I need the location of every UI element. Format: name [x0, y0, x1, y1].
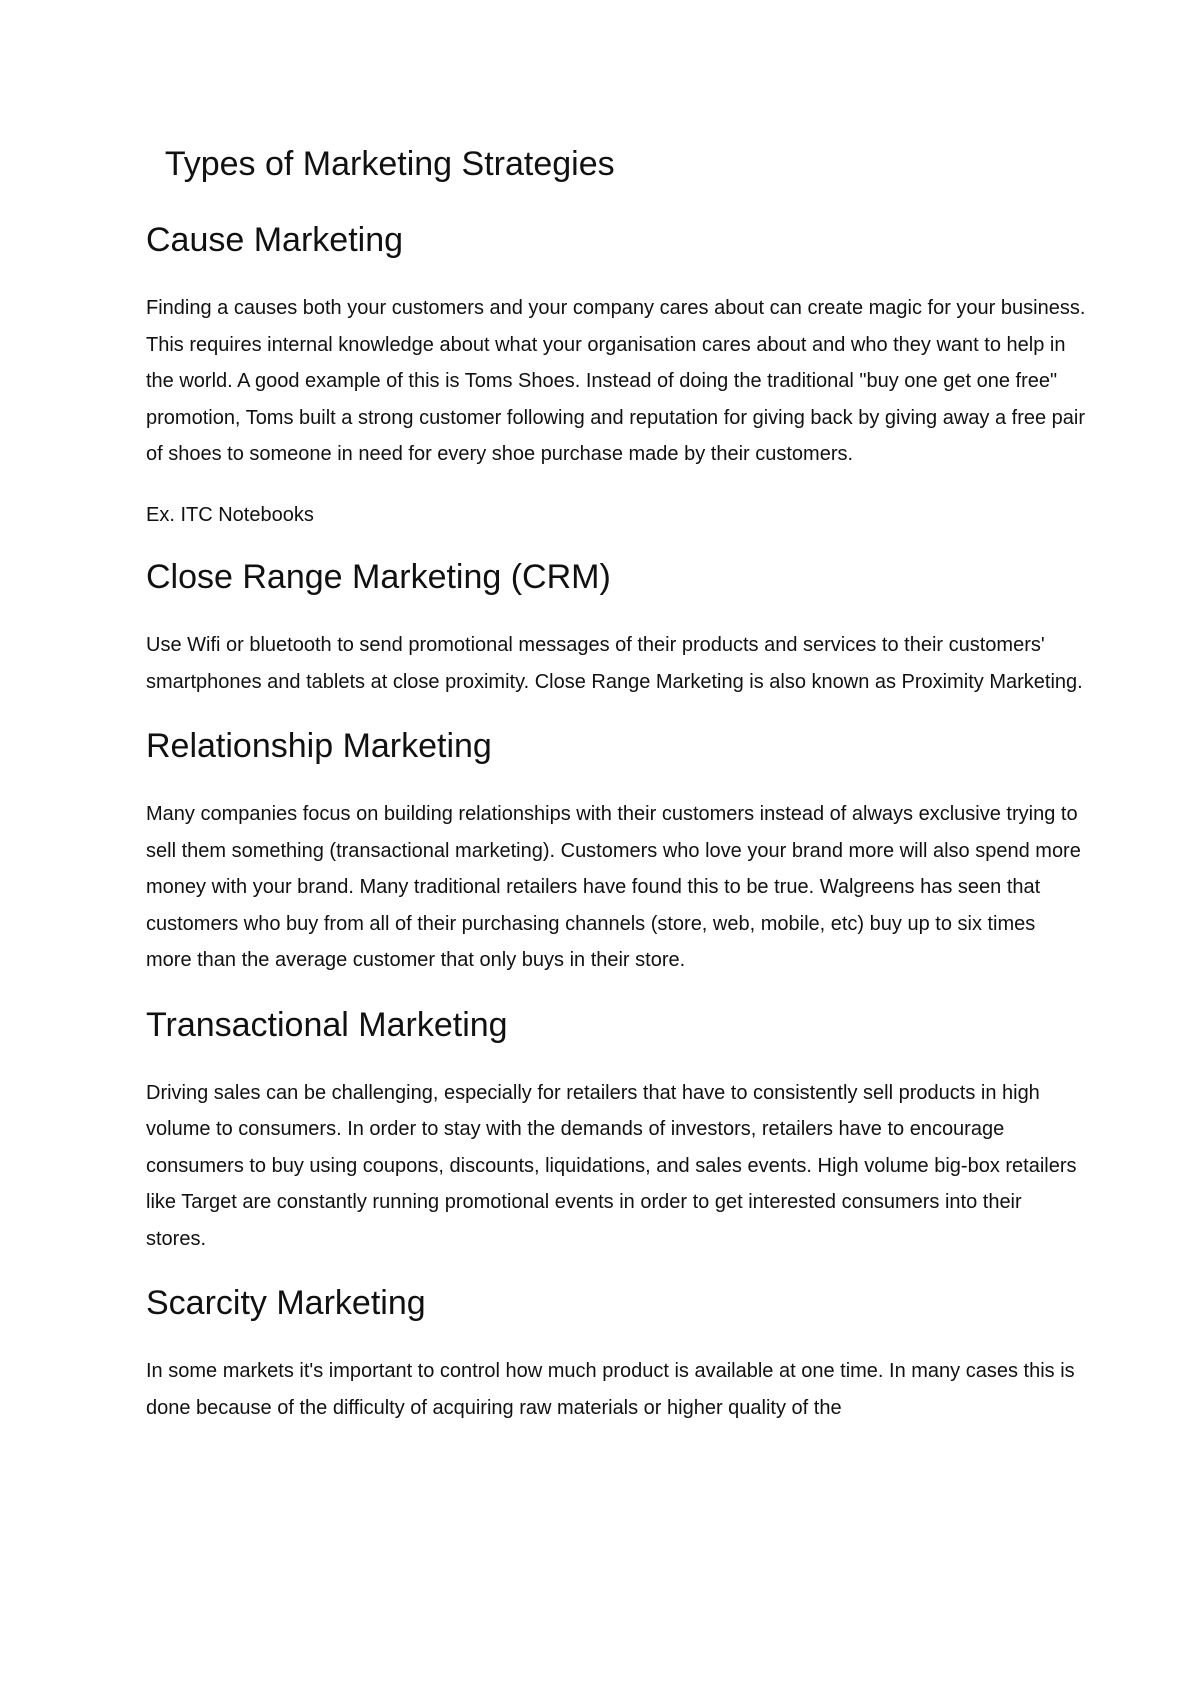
section-heading: Cause Marketing: [146, 221, 404, 259]
section-scarcity-marketing: [146, 1281, 1086, 1426]
document-title: Types of Marketing Strategies: [156, 145, 615, 183]
document-body: [146, 142, 1086, 1450]
section-heading: Close Range Marketing (CRM): [146, 558, 611, 596]
section-close-range-marketing: [146, 555, 1086, 700]
paragraph: Finding a causes both your customers and your company cares about can create magic for your business. This requires internal knowledge about what your organisation cares about and who they want to help in the world. A good example of this is Toms Shoes. Instead of doing the traditional "buy one get one free" promotion, Toms built a strong customer following and reputation for giving back by giving away a free pair of shoes to someone in need for every shoe purchase made by their customers.: [146, 297, 1086, 465]
paragraph: Driving sales can be challenging, especially for retailers that have to consistently sell products in high volume to consumers. In order to stay with the demands of investors, retailers have to encourage consumers to buy using coupons, discounts, liquidations, and sales events. High volume big-box retailers like Target are constantly running promotional events in order to get interested consumers into their stores.: [146, 1081, 1077, 1250]
section-relationship-marketing: [146, 724, 1086, 979]
section-heading: Transactional Marketing: [146, 1005, 508, 1044]
paragraph: Ex. ITC Notebooks: [146, 503, 314, 526]
section-heading: Scarcity Marketing: [146, 1284, 426, 1322]
paragraph: Use Wifi or bluetooth to send promotional messages of their products and services to their customers' smartphones and tablets at close proximity. Close Range Marketing is also known as Proximity Marketing.: [146, 634, 1083, 693]
paragraph: In some markets it's important to control how much product is available at one time. In many cases this is done because of the difficulty of acquiring raw materials or higher quality of the: [146, 1360, 1075, 1419]
section-transactional-marketing: [146, 1003, 1086, 1258]
section-heading: Relationship Marketing: [146, 727, 492, 765]
paragraph: Many companies focus on building relationships with their customers instead of always exclusive trying to sell them something (transactional marketing). Customers who love your brand more will also spend more money with your brand. Many traditional retailers have found this to be true. Walgreens has seen that customers who buy from all of their purchasing channels (store, web, mobile, etc) buy up to six times more than the average customer that only buys in their store.: [146, 803, 1081, 971]
section-cause-marketing: [146, 218, 1086, 533]
